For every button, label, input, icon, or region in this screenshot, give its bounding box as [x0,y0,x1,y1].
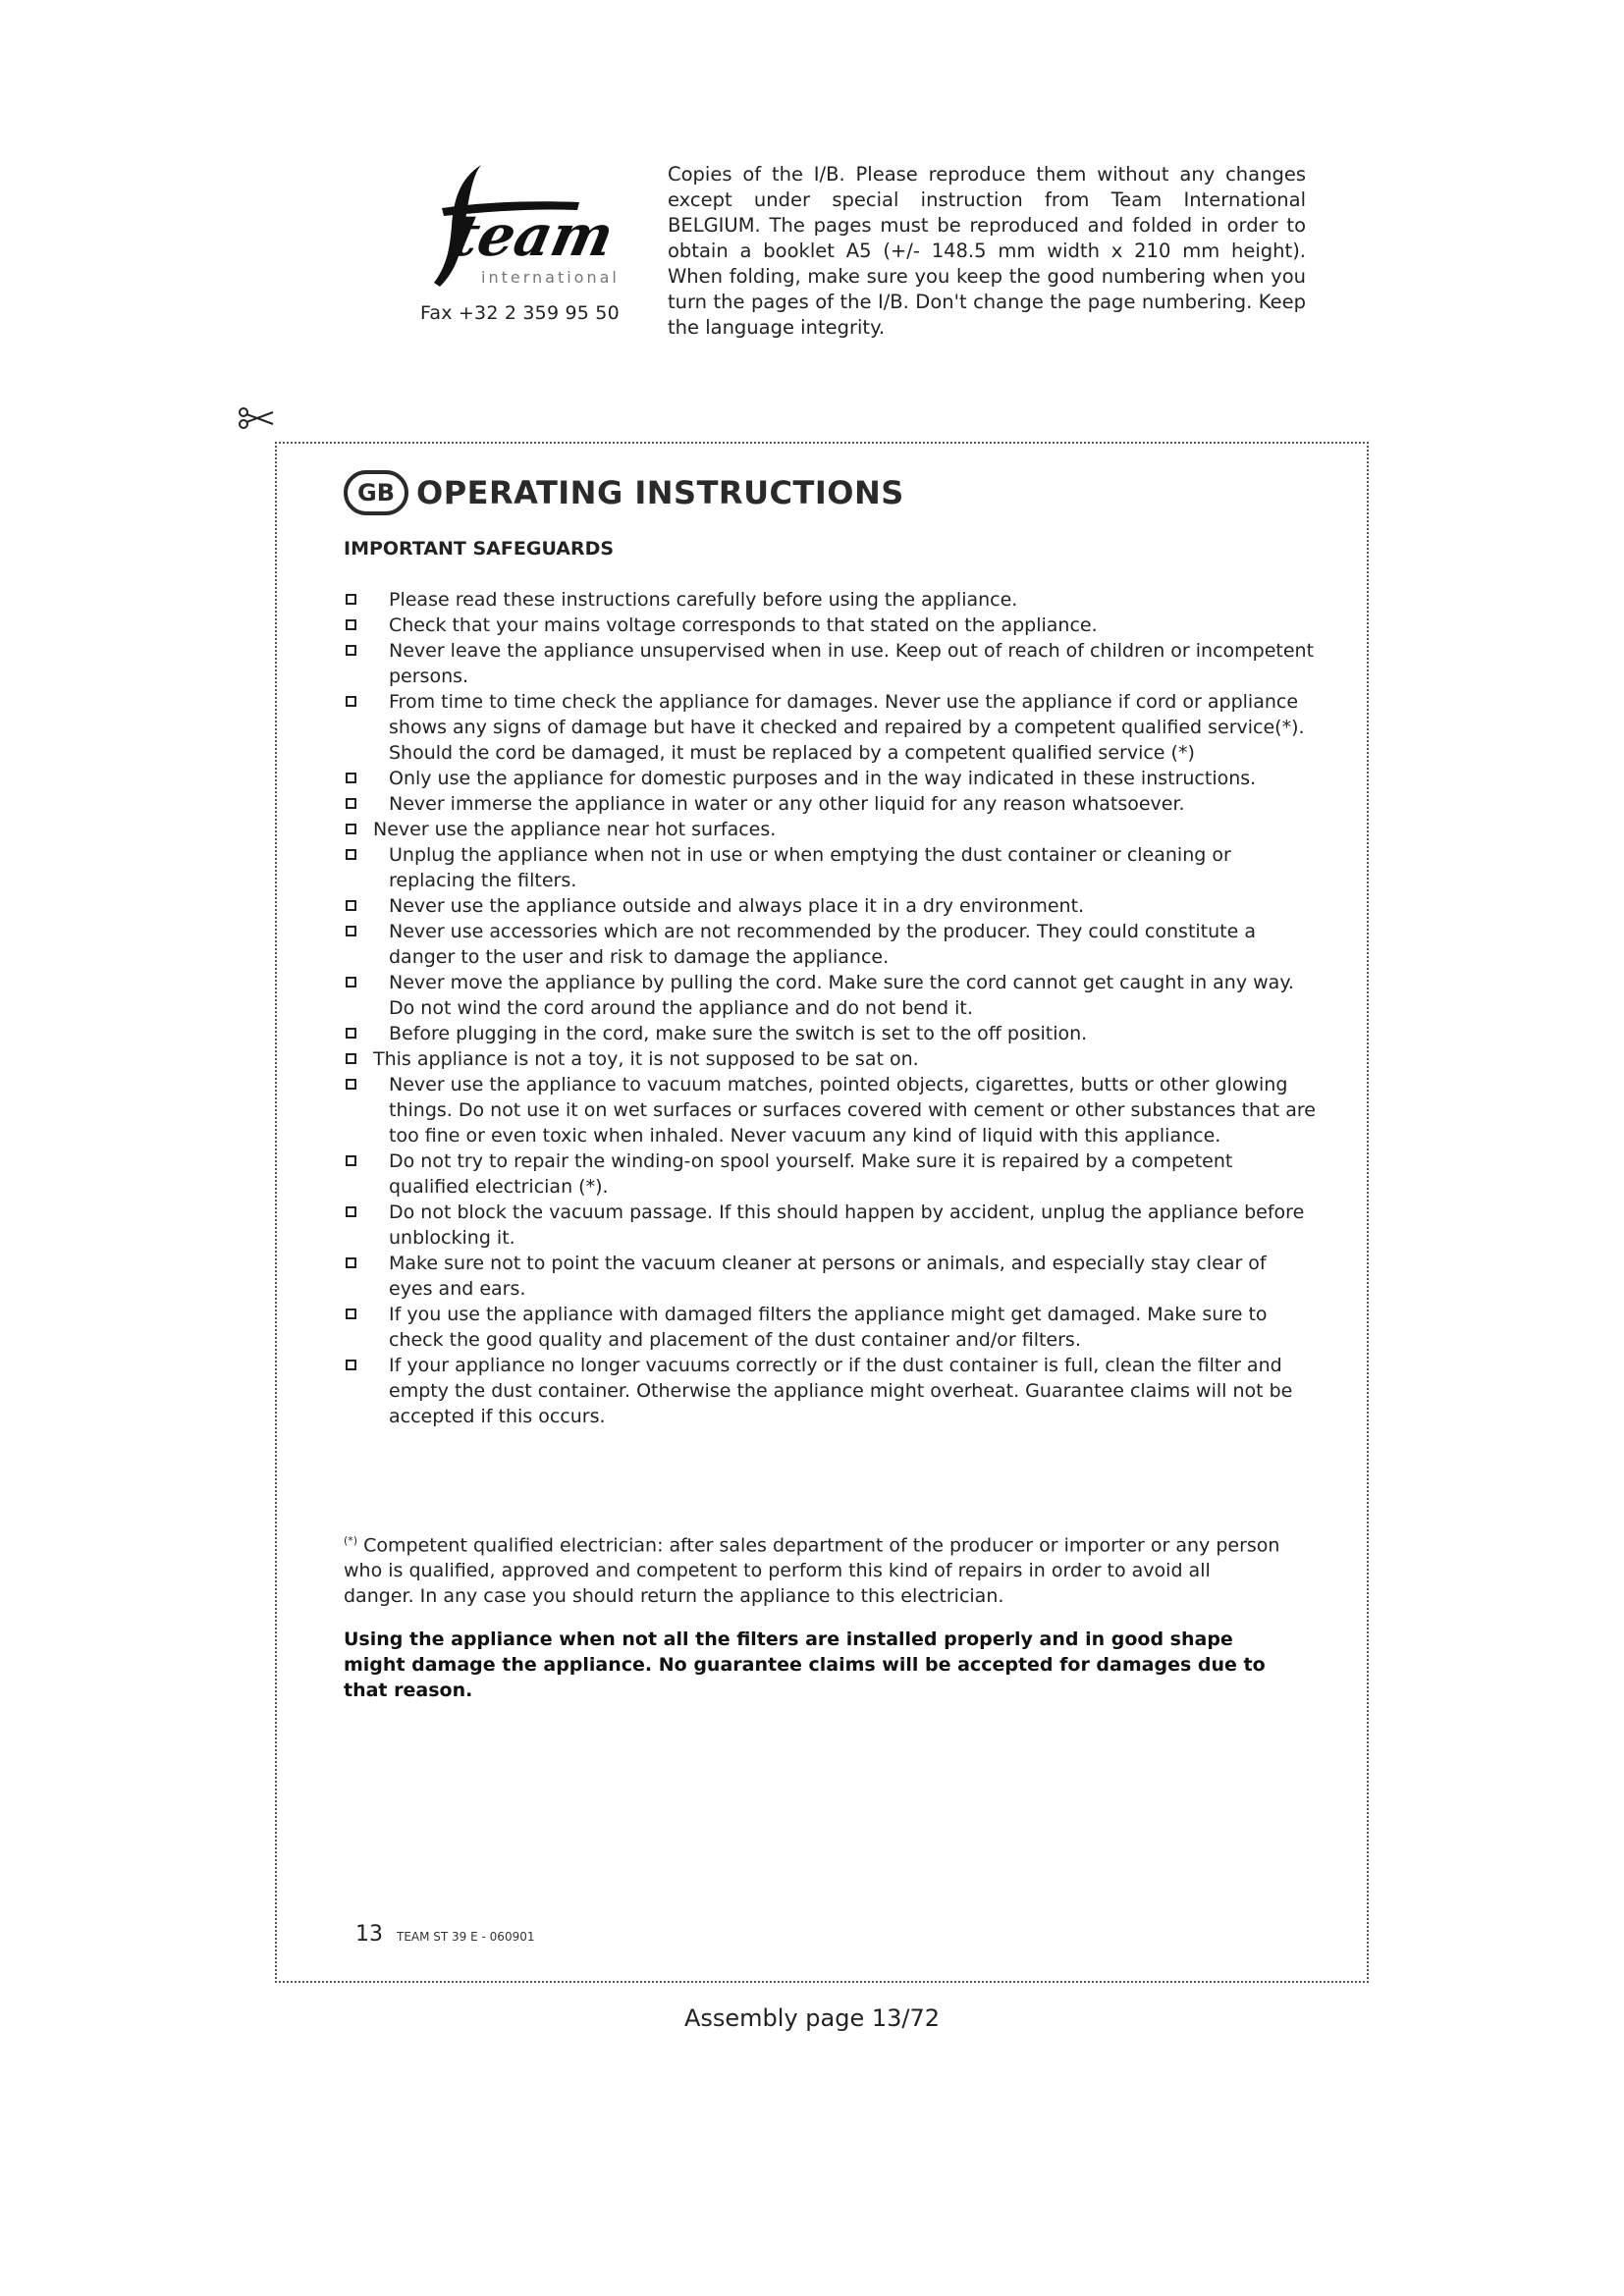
list-item [344,791,1316,817]
list-item-text: If you use the appliance with damaged filters the appliance might get damaged. Make sure to check the good quality and placement of the dust container and/or filters. [389,1304,1268,1351]
footnote [344,1528,1286,1609]
checkbox-bullet-icon [346,798,356,809]
list-item [344,1353,1316,1429]
list-item [344,613,1316,638]
list-item-text: Never leave the appliance unsupervised when in use. Keep out of reach of children or incompetent persons. [389,640,1315,687]
checkbox-bullet-icon [346,1028,356,1039]
safeguards-heading: IMPORTANT SAFEGUARDS [344,538,615,560]
checkbox-bullet-icon [346,849,356,860]
team-international-logo [412,157,628,304]
list-item [344,919,1316,970]
list-item-text: Never immerse the appliance in water or any other liquid for any reason whatsoever. [389,793,1185,815]
list-item [344,970,1316,1021]
list-item [344,817,1316,842]
list-item-text: This appliance is not a toy, it is not supposed to be sat on. [373,1048,919,1070]
filter-warning: Using the appliance when not all the filters are installed properly and in good shape might damage the appliance. No guarantee claims will be accepted for damages due to that reason. [344,1629,1266,1701]
safeguards-list [344,587,1316,1429]
list-item [344,1046,1316,1072]
checkbox-bullet-icon [346,1053,356,1064]
checkbox-bullet-icon [346,619,356,630]
checkbox-bullet-icon [346,1360,356,1370]
page-title [344,467,904,518]
list-item [344,689,1316,766]
list-item-text: Never use accessories which are not recommended by the producer. They could constitute a danger to the user and risk to damage the appliance. [389,921,1256,968]
assembly-page-label: Assembly page 13/72 [683,2004,941,2032]
list-item [344,1072,1316,1148]
list-item [344,1251,1316,1302]
checkbox-bullet-icon [346,926,356,936]
list-item-text: Never move the appliance by pulling the cord. Make sure the cord cannot get caught in any way. Do not wind the cord around the appliance and do not bend it. [389,972,1294,1019]
list-item-text: Please read these instructions carefully before using the appliance. [389,589,1018,611]
list-item-text: Unplug the appliance when not in use or when emptying the dust container or cleaning or replacing the filters. [389,844,1231,891]
list-item-text: Do not try to repair the winding-on spool yourself. Make sure it is repaired by a competent qualified electrician (*). [389,1150,1233,1198]
checkbox-bullet-icon [346,645,356,656]
checkbox-bullet-icon [346,977,356,988]
list-item [344,766,1316,791]
scissors-icon [238,404,277,432]
checkbox-bullet-icon [346,824,356,834]
checkbox-bullet-icon [346,900,356,911]
list-item-text: Only use the appliance for domestic purposes and in the way indicated in these instructions. [389,768,1257,789]
footnote-marker: (*) [344,1534,358,1547]
list-item-text: Check that your mains voltage corresponds to that stated on the appliance. [389,614,1098,636]
list-item-text: Do not block the vacuum passage. If this should happen by accident, unplug the appliance before unblocking it. [389,1201,1305,1249]
checkbox-bullet-icon [346,1206,356,1217]
list-item [344,1148,1316,1200]
list-item [344,1021,1316,1046]
footnote-text: Competent qualified electrician: after sales department of the producer or importer or any person who is qualified, approved and competent to perform this kind of repairs in order to avoid all danger. In any case you should return the appliance to this electrician. [344,1534,1280,1608]
fax-number: Fax +32 2 359 95 50 [420,302,620,324]
list-item-text: Never use the appliance outside and always place it in a dry environment. [389,895,1085,917]
page-number: 13 [355,1922,383,1947]
list-item-text: Before plugging in the cord, make sure the switch is set to the off position. [389,1023,1088,1044]
checkbox-bullet-icon [346,594,356,605]
title-text: OPERATING INSTRUCTIONS [416,474,904,511]
list-item-text: From time to time check the appliance for damages. Never use the appliance if cord or appliance shows any signs of damage but have it checked and repaired by a competent qualified service(*). Should the cord be damaged, it must be replaced by a competent qualified service (*) [389,691,1305,764]
logo-subtext: international [481,268,620,287]
checkbox-bullet-icon [346,1257,356,1268]
list-item [344,638,1316,689]
reproduction-note: Copies of the I/B. Please reproduce them without any changes except under special instruction from Team International BELGIUM. The pages must be reproduced and folded in order to obtain a booklet A5 (+/- 148.5 mm width x 210 mm height). When folding, make sure you keep the good numbering when you turn the pages of the I/B. Don't change the page numbering. Keep the language integrity. [668,163,1306,339]
checkbox-bullet-icon [346,1155,356,1166]
list-item [344,893,1316,919]
page-footer [355,1922,534,1947]
checkbox-bullet-icon [346,773,356,783]
list-item-text: Make sure not to point the vacuum cleaner at persons or animals, and especially stay clear of eyes and ears. [389,1253,1267,1300]
list-item [344,842,1316,893]
language-badge: GB [344,470,408,515]
list-item-text: Never use the appliance to vacuum matches, pointed objects, cigarettes, butts or other glowing things. Do not use it on wet surfaces or surfaces covered with cement or other substances that are too fine or even toxic when inhaled. Never vacuum any kind of liquid with this appliance. [389,1074,1316,1147]
list-item [344,587,1316,613]
checkbox-bullet-icon [346,696,356,707]
checkbox-bullet-icon [346,1308,356,1319]
logo-wordmark: team [445,201,620,269]
list-item-text: Never use the appliance near hot surfaces. [373,819,777,840]
document-code: TEAM ST 39 E - 060901 [397,1930,535,1944]
list-item-text: If your appliance no longer vacuums correctly or if the dust container is full, clean the filter and empty the dust container. Otherwise the appliance might overheat. Guarantee claims will not be accepted if this occurs. [389,1355,1293,1427]
list-item [344,1200,1316,1251]
list-item [344,1302,1316,1353]
checkbox-bullet-icon [346,1079,356,1090]
